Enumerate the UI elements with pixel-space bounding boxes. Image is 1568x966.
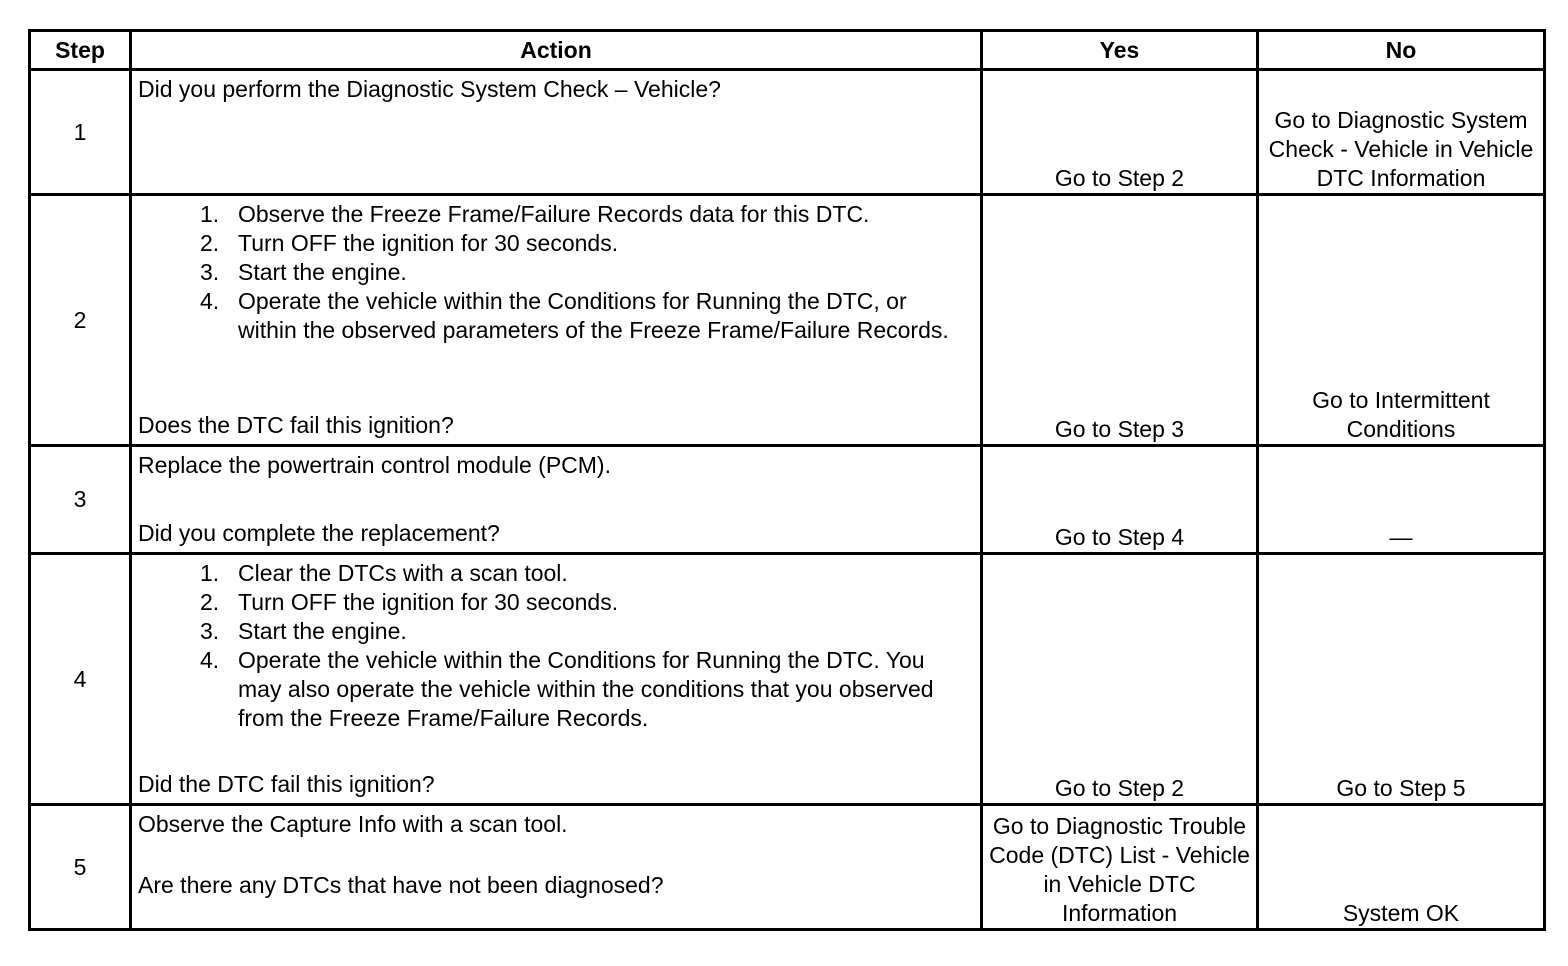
action-cell [131, 554, 982, 805]
list-item: 4. Operate the vehicle within the Conditions for Running the DTC. You may also operate the vehicle within the conditions that you observed from the Freeze Frame/Failure Records. [200, 647, 934, 731]
list-item: 2. Turn OFF the ignition for 30 seconds. [200, 589, 619, 615]
header-step: Step [30, 31, 131, 70]
no-cell: System OK [1258, 805, 1545, 930]
list-item: 1. Observe the Freeze Frame/Failure Records data for this DTC. [200, 201, 870, 227]
action-cell [131, 805, 982, 930]
list-item: 2. Turn OFF the ignition for 30 seconds. [200, 230, 619, 256]
yes-cell: Go to Step 2 [982, 70, 1258, 195]
step-number: 5 [30, 805, 131, 930]
action-text: Observe the Capture Info with a scan tool. [138, 811, 568, 837]
action-question: Did the DTC fail this ignition? [138, 771, 435, 797]
action-cell [131, 446, 982, 554]
list-item: 3. Start the engine. [200, 259, 407, 285]
action-cell [131, 70, 982, 195]
action-question: Did you complete the replacement? [138, 520, 500, 546]
no-cell: Go to Diagnostic System Check - Vehicle in Vehicle DTC Information [1258, 70, 1545, 195]
table-row [30, 805, 1545, 930]
yes-cell: Go to Step 3 [982, 195, 1258, 446]
table-row [30, 70, 1545, 195]
no-cell: Go to Intermittent Conditions [1258, 195, 1545, 446]
table-row [30, 446, 1545, 554]
yes-cell: Go to Diagnostic Trouble Code (DTC) List - Vehicle in Vehicle DTC Information [982, 805, 1258, 930]
action-text: Replace the powertrain control module (PCM). [138, 452, 611, 478]
action-question: Does the DTC fail this ignition? [138, 412, 454, 438]
action-steps-list [138, 559, 974, 733]
header-no: No [1258, 31, 1545, 70]
yes-cell: Go to Step 4 [982, 446, 1258, 554]
diagnostic-table [28, 29, 1546, 931]
action-question: Are there any DTCs that have not been diagnosed? [138, 872, 664, 898]
step-number: 3 [30, 446, 131, 554]
header-action: Action [131, 31, 982, 70]
step-number: 2 [30, 195, 131, 446]
no-cell: — [1258, 446, 1545, 554]
table-row [30, 195, 1545, 446]
list-item: 1. Clear the DTCs with a scan tool. [200, 560, 568, 586]
action-cell [131, 195, 982, 446]
action-text: Did you perform the Diagnostic System Check – Vehicle? [138, 76, 721, 102]
no-cell: Go to Step 5 [1258, 554, 1545, 805]
list-item: 3. Start the engine. [200, 618, 407, 644]
list-item: 4. Operate the vehicle within the Conditions for Running the DTC, or within the observed parameters of the Freeze Frame/Failure Records. [200, 288, 949, 343]
step-number: 4 [30, 554, 131, 805]
table-row [30, 554, 1545, 805]
yes-cell: Go to Step 2 [982, 554, 1258, 805]
action-steps-list [138, 200, 974, 345]
header-yes: Yes [982, 31, 1258, 70]
header-row [30, 31, 1545, 70]
step-number: 1 [30, 70, 131, 195]
